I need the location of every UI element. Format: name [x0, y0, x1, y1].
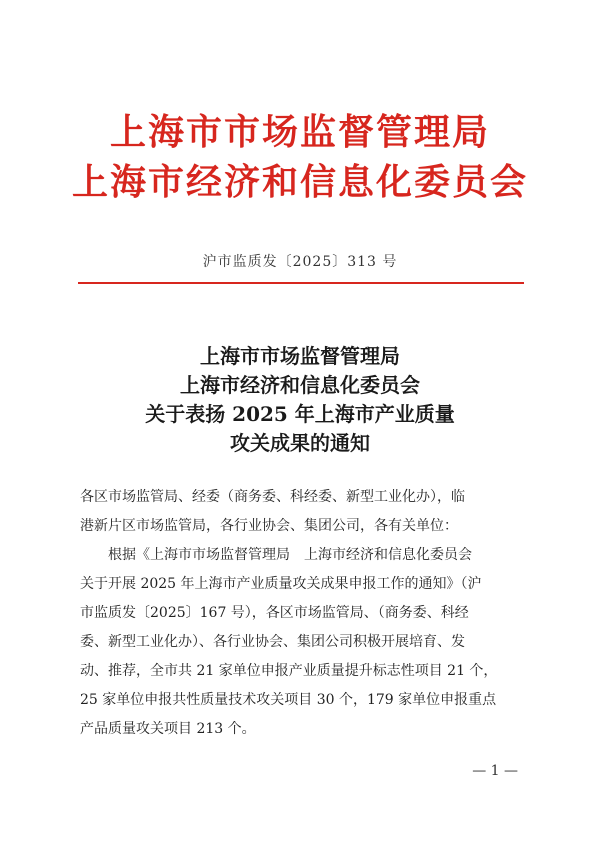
- notice-title-line-4: 攻关成果的通知: [230, 431, 370, 455]
- notice-title-line-1: 上海市市场监督管理局: [200, 344, 400, 368]
- body-paragraph-line-4: 委、新型工业化办）、各行业协会、集团公司积极开展培育、发: [80, 634, 465, 650]
- body-paragraph-line-2: 关于开展 2025 年上海市产业质量攻关成果申报工作的通知》（沪: [80, 576, 482, 592]
- addressee-line-1: 各区市场监管局、经委（商务委、科经委、新型工业化办），临: [80, 489, 465, 505]
- issuing-org-2: 上海市经济和信息化委员会: [71, 161, 528, 203]
- addressee-line-2: 港新片区市场监管局，各行业协会、集团公司，各有关单位：: [80, 518, 458, 534]
- body-paragraph-line-5: 动、推荐，全市共 21 家单位申报产业质量提升标志性项目 21 个，: [80, 663, 498, 679]
- body-paragraph-line-3: 市监质发〔2025〕167 号），各区市场监管局、（商务委、科经: [80, 605, 469, 621]
- body-paragraph-line-6: 25 家单位申报共性质量技术攻关项目 30 个，179 家单位申报重点: [80, 692, 497, 708]
- red-divider-line: [78, 282, 524, 284]
- issuing-org-1: 上海市市场监督管理局: [109, 111, 490, 153]
- page-number: — 1 —: [472, 763, 518, 779]
- body-paragraph-line-7: 产品质量攻关项目 213 个。: [80, 721, 256, 737]
- notice-title-line-3: 关于表扬 2025 年上海市产业质量: [145, 402, 455, 426]
- document-number: 沪市监质发〔2025〕313 号: [202, 254, 398, 270]
- body-paragraph-line-1: 根据《上海市市场监督管理局 上海市经济和信息化委员会: [108, 547, 472, 563]
- notice-title-line-2: 上海市经济和信息化委员会: [180, 373, 420, 397]
